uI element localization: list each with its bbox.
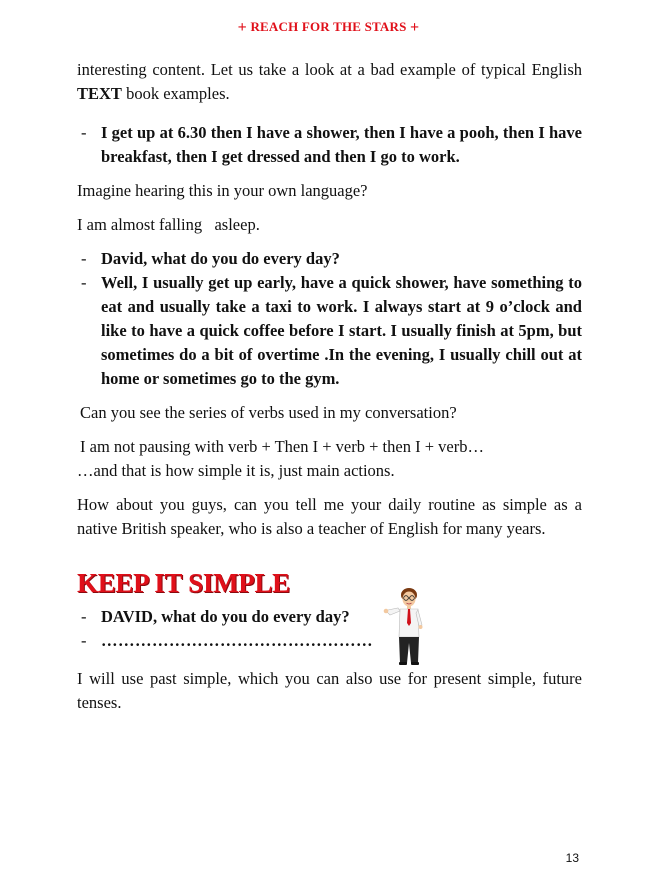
header-plus-left: + bbox=[237, 19, 247, 36]
simple-actions-line: …and that is how simple it is, just main actions. bbox=[77, 461, 395, 480]
page-content bbox=[77, 58, 582, 715]
dialogue-answer: - Well, I usually get up early, have a quick shower, have something to eat and usually take a taxi to work. I always start at 9 o’clock and like to have a quick coffee before I start. I usually finish at 5pm, but sometimes do a bit of overtime .In the evening, I usually chill out at home or sometimes go to the gym. bbox=[77, 271, 582, 391]
falling-asleep-paragraph: I am almost falling asleep. bbox=[77, 215, 260, 234]
intro-text: interesting content. Let us take a look at a bad example of typical English bbox=[77, 60, 582, 79]
dialogue-question: - David, what do you do every day? bbox=[77, 247, 582, 271]
section-heading: KEEP IT SIMPLE bbox=[77, 568, 290, 598]
exercise-list bbox=[77, 605, 582, 653]
dialogue-list bbox=[77, 247, 582, 391]
page-number: 13 bbox=[565, 851, 579, 865]
verbs-question-paragraph: Can you see the series of verbs used in my conversation? bbox=[80, 403, 457, 422]
exercise-answer-blank: - ………………………………………… bbox=[77, 629, 582, 653]
imagine-paragraph: Imagine hearing this in your own language? bbox=[77, 181, 368, 200]
bad-example-list bbox=[77, 121, 582, 169]
past-simple-paragraph: I will use past simple, which you can also use for present simple, future tenses. bbox=[77, 669, 582, 712]
running-header bbox=[0, 19, 657, 37]
teacher-figure-icon bbox=[378, 585, 438, 667]
exercise-question: - DAVID, what do you do every day? bbox=[77, 605, 582, 629]
header-plus-right: + bbox=[410, 19, 420, 36]
intro-text-end: book examples. bbox=[121, 84, 230, 103]
bad-example-item: - I get up at 6.30 then I have a shower, then I have a pooh, then I have breakfast, then I get dressed and then I go to work. bbox=[77, 121, 582, 169]
pausing-line: I am not pausing with verb + Then I + verb + then I + verb… bbox=[80, 437, 484, 456]
header-title: REACH FOR THE STARS bbox=[250, 19, 407, 34]
intro-bold-text: TEXT bbox=[77, 84, 122, 103]
daily-routine-paragraph: How about you guys, can you tell me your daily routine as simple as a native British speaker, who is also a teacher of English for many years. bbox=[77, 495, 582, 538]
intro-paragraph bbox=[77, 58, 582, 106]
